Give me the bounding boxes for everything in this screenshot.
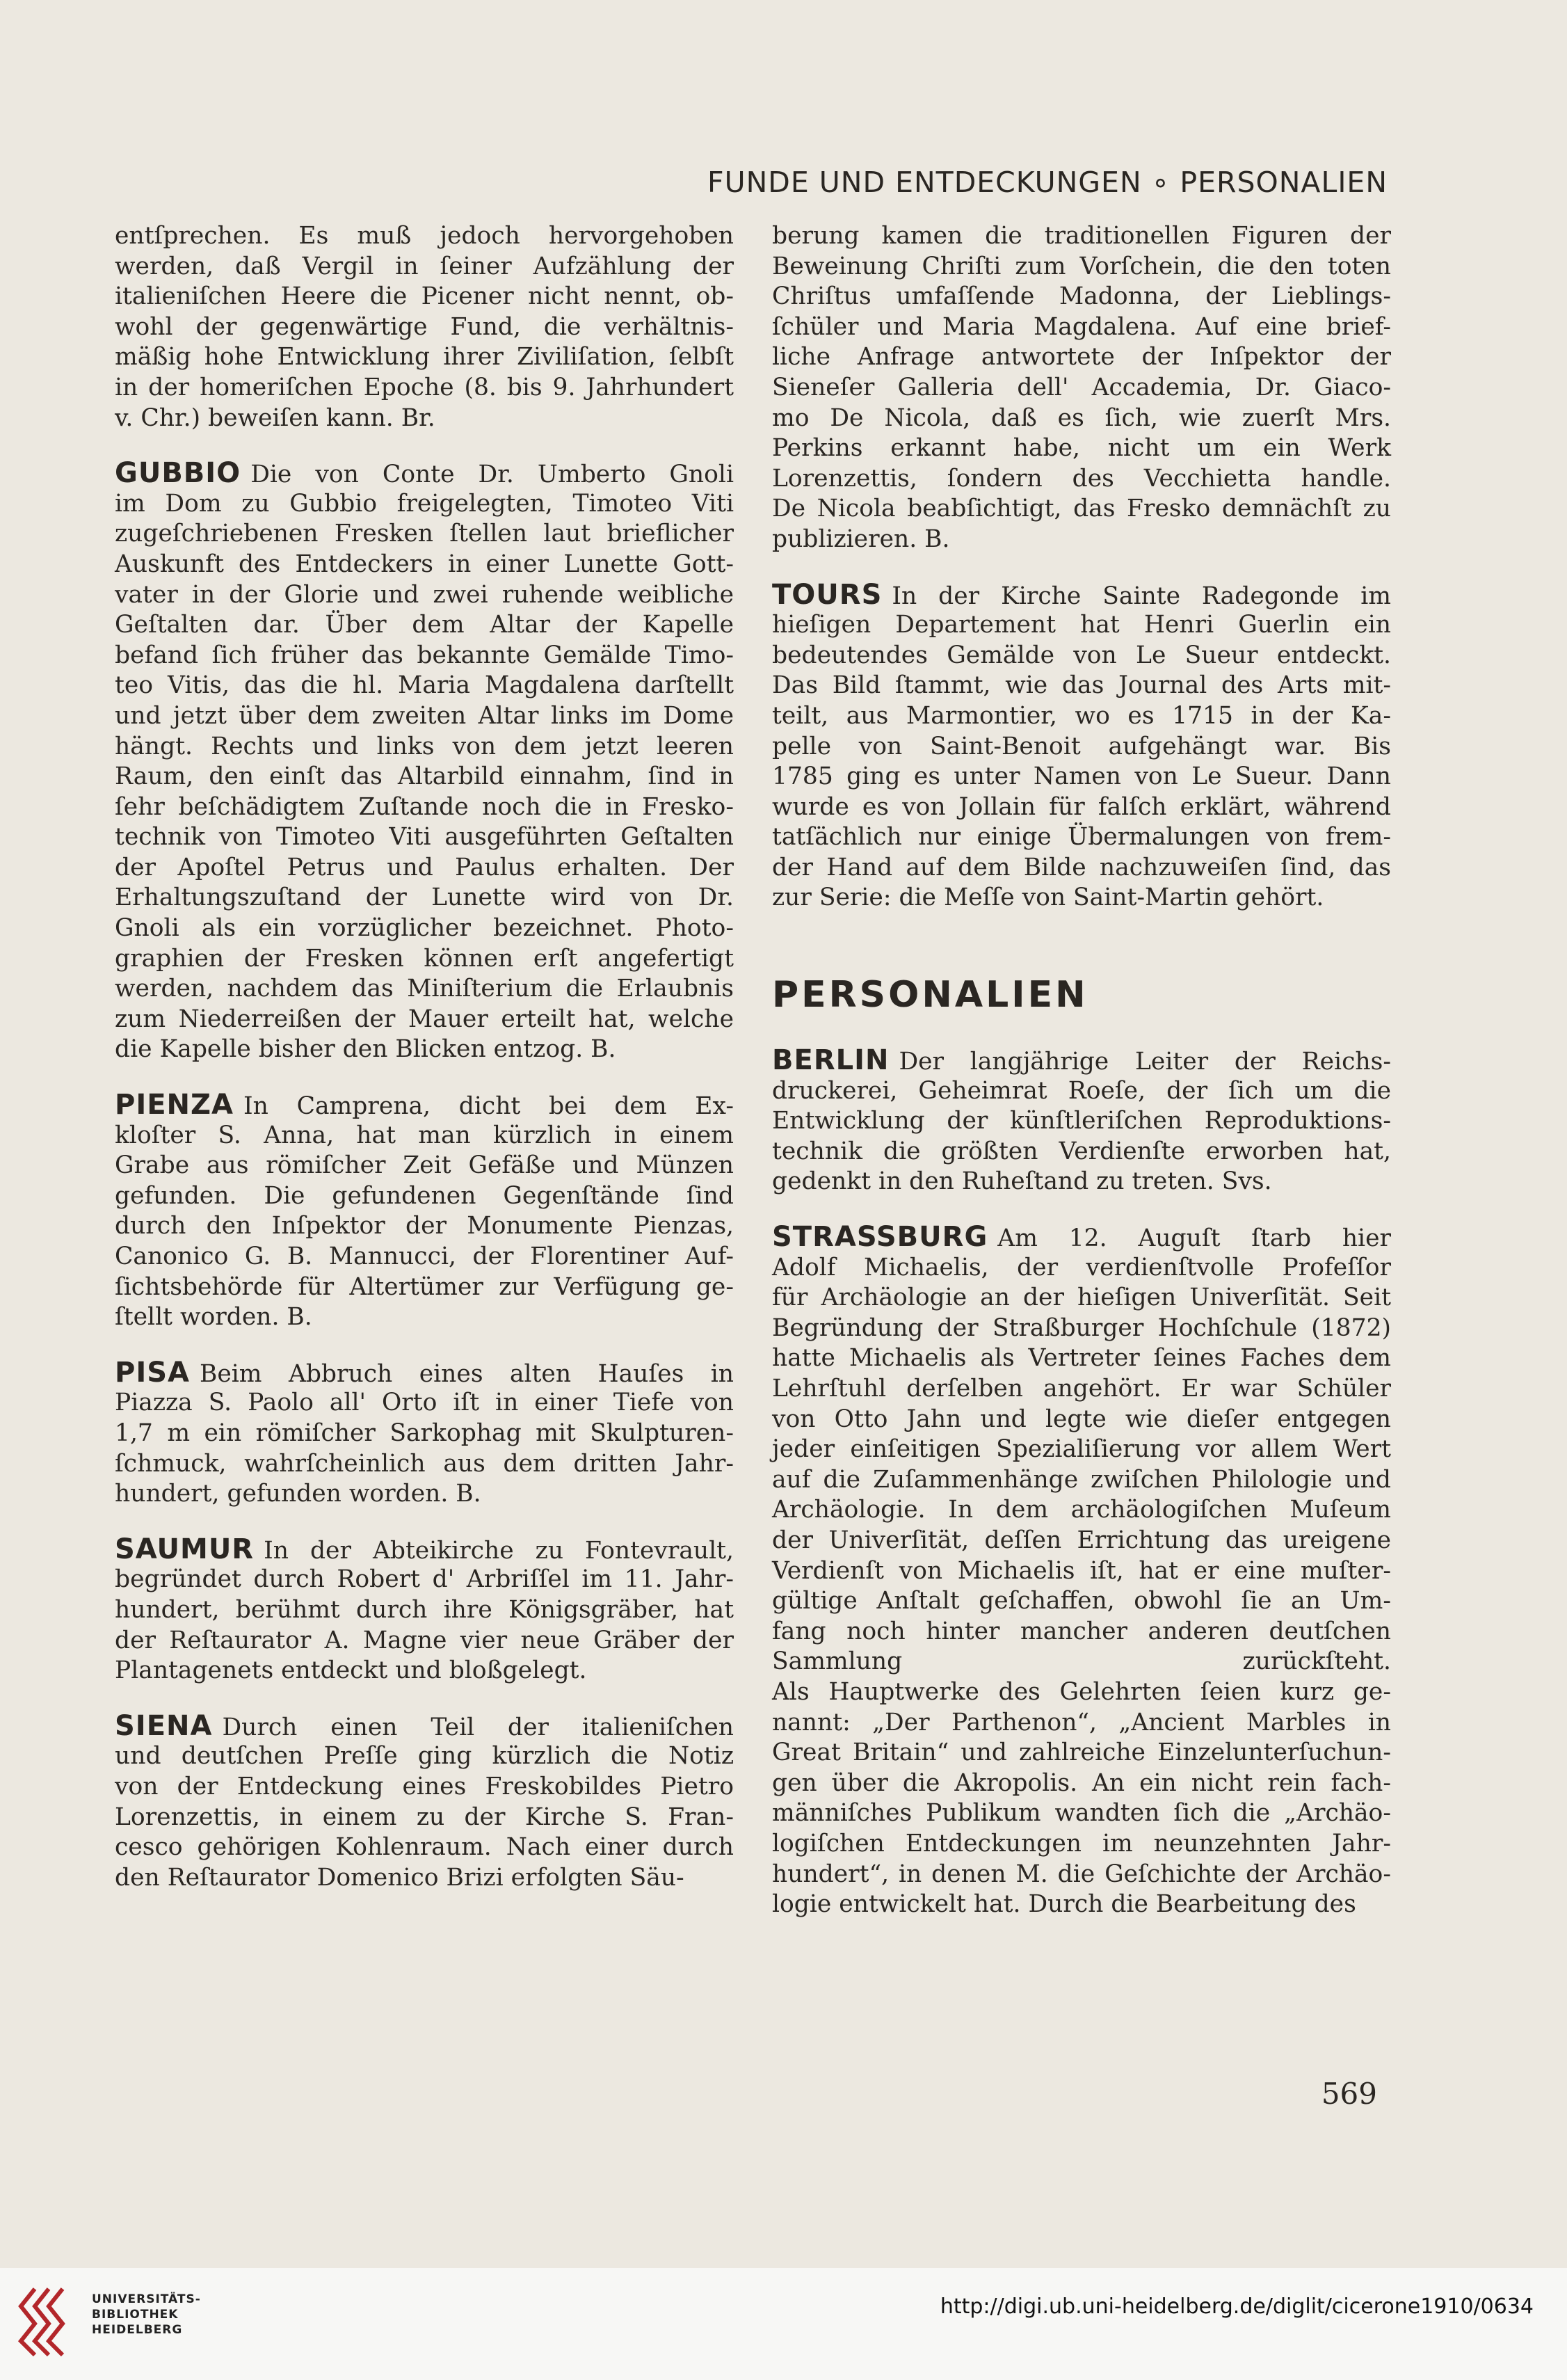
text-line [772,525,1391,555]
line-text: gefunden. Die gefundenen Gegenſtände ſind [115,1181,734,1210]
text-line [115,1211,734,1242]
text-line [115,974,734,1005]
text-line [115,1005,734,1035]
library-footer [0,2268,1567,2380]
line-text: ſtellt worden. B. [115,1303,312,1332]
text-line [772,1556,1391,1587]
text-line [772,1374,1391,1405]
text-line [772,1708,1391,1739]
text-line [772,464,1391,495]
text-line [772,1677,1391,1708]
place-heading: BERLIN [772,1044,890,1077]
line-text: Erhaltungszuſtand der Lunette wird von Dr. [115,884,734,912]
line-text: hundert“, in denen M. die Geſchichte der Archäo- [772,1860,1391,1888]
text-line [115,373,734,404]
line-text: druckerei, Geheimrat Roeſe, der ſich um die [772,1076,1391,1105]
line-text: publizieren. B. [772,525,950,553]
line-text: befand ſich früher das bekannte Gemälde Timo- [115,641,734,669]
line-text: zur Serie: die Meſſe von Saint-Martin gehört. [772,884,1324,912]
text-line [772,1222,1391,1253]
line-text: bedeutendes Gemälde von Le Sueur entdeckt. [772,641,1391,669]
line-text: cesco gehörigen Kohlenraum. Nach einer durch [115,1833,734,1862]
text-line [115,282,734,312]
line-text: hieſigen Departement hat Henri Guerlin ein [772,611,1391,639]
line-text: In der Abteikirche zu Fontevrault, [264,1536,734,1565]
line-text: der Apoſtel Petrus und Paulus erhalten. Der [115,853,734,881]
line-text: und jetzt über dem zweiten Altar links im Dome [115,701,734,730]
line-text: gültige Anſtalt geſchaffen, obwohl ſie an Um- [772,1587,1391,1615]
text-line [772,580,1391,611]
text-line [115,1772,734,1803]
text-line [772,822,1391,853]
block-gap [772,555,1391,580]
left-column [115,221,734,1893]
library-name-line: HEIDELBERG [92,2323,183,2337]
line-text: männiſches Publikum wandten ſich die „Archäo- [772,1799,1391,1828]
text-line [115,489,734,520]
line-text: jeder einſeitigen Spezialiſierung vor allem Wert [772,1435,1391,1464]
block-gap [115,433,734,458]
text-line [772,1586,1391,1617]
line-text: technik die größten Verdienſte erworben hat, [772,1137,1391,1165]
text-line [115,610,734,641]
place-heading: STRASSBURG [772,1221,988,1254]
text-line [115,1741,734,1772]
block-gap [115,1333,734,1358]
line-text: Adolf Michaelis, der verdienſtvolle Profeſſor [772,1253,1391,1281]
text-line [115,342,734,373]
line-text: Die von Conte Dr. Umberto Gnoli [250,461,734,489]
text-line [772,1798,1391,1829]
block-gap [115,1510,734,1535]
line-text: italieniſchen Heere die Picener nicht nennt, ob- [115,282,734,311]
text-line [772,1860,1391,1890]
text-line [115,792,734,823]
text-line [772,1076,1391,1107]
text-line [115,762,734,792]
line-text: gedenkt in den Ruheſtand zu treten. Svs. [772,1167,1272,1196]
line-text: den Reſtaurator Domenico Brizi erfolgten Säu- [115,1863,684,1892]
text-line [115,1035,734,1065]
place-heading: PISA [115,1356,190,1389]
text-line [115,883,734,913]
line-text: entſprechen. Es muß jedoch hervorgehoben [115,222,734,250]
line-text: Lehrſtuhl derſelben angehört. Er war Schüler [772,1375,1391,1403]
text-line [772,282,1391,312]
line-text: begründet durch Robert d' Arbriſſel im 11. Jahr- [115,1565,734,1594]
line-text: mo De Nicola, daß es ſich, wie zuerſt Mrs. [772,404,1391,432]
line-text: werden, nachdem das Miniſterium die Erlaubnis [115,975,734,1003]
line-text: berung kamen die traditionellen Figuren der [772,222,1391,250]
line-text: von Otto Jahn und legte wie dieſer entgegen [772,1405,1391,1433]
line-text: Perkins erkannt habe, nicht um ein Werk [772,434,1391,463]
line-text: technik von Timoteo Viti ausgeführten Geſtalten [115,823,734,852]
text-line [115,252,734,282]
text-line [115,1803,734,1833]
text-line [772,373,1391,404]
line-text: Lorenzettis, in einem zu der Kirche S. Fran- [115,1803,734,1831]
line-text: hundert, gefunden worden. B. [115,1480,481,1508]
line-text: ſchüler und Maria Magdalena. Auf eine brief- [772,312,1391,341]
text-line [772,404,1391,434]
line-text: Als Hauptwerke des Gelehrten ſeien kurz ge- [772,1677,1391,1706]
line-text: De Nicola beabſichtigt, das Fresko demnächſt zu [772,495,1391,523]
text-line [772,1526,1391,1556]
source-url-link[interactable]: http://digi.ub.uni-heidelberg.de/diglit/cicerone1910/0634 [940,2294,1534,2319]
text-line [115,944,734,975]
text-line [772,1768,1391,1799]
line-text: Gnoli als ein vorzüglicher bezeichnet. Photo- [115,914,734,943]
text-line [772,1405,1391,1435]
line-text: Beim Abbruch eines alten Hauſes in [199,1359,734,1388]
line-text: zugeſchriebenen Fresken ſtellen laut brieflicher [115,520,734,548]
place-heading: SIENA [115,1709,213,1742]
line-text: Sieneſer Galleria dell' Accademia, Dr. Giaco- [772,373,1391,401]
line-text: tatſächlich nur einige Übermalungen von frem- [772,823,1391,852]
text-line [115,1272,734,1303]
text-line [772,853,1391,884]
line-text: nannt: „Der Parthenon“, „Ancient Marbles in [772,1708,1391,1736]
line-text: Chriſtus umfaſſende Madonna, der Lieblings- [772,282,1391,311]
text-line [115,1419,734,1449]
line-text: liche Anfrage antwortete der Inſpektor der [772,343,1391,372]
text-line [772,494,1391,525]
text-line [772,1829,1391,1860]
line-text: wohl der gegenwärtige Fund, die verhältnis- [115,312,734,341]
place-heading: SAUMUR [115,1533,255,1565]
text-line [772,1647,1391,1677]
line-text: von der Entdeckung eines Freskobildes Pietro [115,1772,734,1800]
line-text: der Reſtaurator A. Magne vier neue Gräber der [115,1626,734,1654]
library-name [92,2292,201,2338]
line-text: logie entwickelt hat. Durch die Bearbeitung des [772,1890,1356,1919]
block-gap [772,913,1391,969]
line-text: pelle von Saint-Benoit aufgehängt war. Bis [772,732,1391,760]
line-text: Plantagenets entdeckt und bloßgelegt. [115,1656,587,1685]
line-text: teo Vitis, das die hl. Maria Magdalena darſtellt [115,671,734,700]
line-text: der Univerſität, deſſen Errichtung das ureigene [772,1526,1391,1554]
text-line [772,1890,1391,1920]
block-gap [772,1197,1391,1222]
running-head: FUNDE UND ENTDECKUNGEN ∘ PERSONALIEN [707,166,1388,199]
text-line [115,701,734,732]
line-text: Grabe aus römiſcher Zeit Gefäße und Münzen [115,1151,734,1180]
line-text: Das Bild ſtammt, wie das Journal des Arts mit- [772,671,1391,700]
line-text: vater in der Glorie und zwei ruhende weibliche [115,580,734,609]
line-text: gen über die Akropolis. An ein nicht rein fach- [772,1768,1391,1797]
text-line [115,1656,734,1686]
text-line [772,433,1391,464]
text-line [115,1449,734,1480]
line-text: ſchmuck, wahrſcheinlich aus dem dritten Jahr- [115,1449,734,1478]
text-line [115,221,734,252]
line-text: graphien der Fresken können erſt angefertigt [115,944,734,973]
text-line [772,1313,1391,1344]
text-line [772,1167,1391,1197]
line-text: und deutſchen Preſſe ging kürzlich die Notiz [115,1742,734,1771]
text-line [772,641,1391,671]
right-column [772,221,1391,1920]
text-line [772,342,1391,373]
text-line [115,732,734,762]
text-line [115,580,734,611]
line-text: kloſter S. Anna, hat man kürzlich in einem [115,1121,734,1149]
line-text: v. Chr.) beweiſen kann. Br. [115,404,435,432]
place-heading: TOURS [772,578,883,611]
line-text: Am 12. Auguſt ſtarb hier [997,1224,1391,1253]
text-line [115,1242,734,1272]
line-text: Lorenzettis, ſondern des Vecchietta handle. [772,464,1391,493]
line-text: Verdienſt von Michaelis iſt, hat er eine muſter- [772,1556,1391,1585]
text-line [772,221,1391,252]
text-line [772,1343,1391,1374]
line-text: Canonico G. B. Mannucci, der Florentiner Auf- [115,1243,734,1270]
line-text: fang noch hinter mancher anderen deutſchen [772,1617,1391,1645]
text-line [115,1151,734,1181]
line-text: für Archäologie an der hieſigen Univerſität. Seit [772,1284,1391,1312]
text-line [115,404,734,434]
line-text: zum Niederreißen der Mauer erteilt hat, welche [115,1005,734,1033]
text-line [772,1465,1391,1496]
text-line [772,1137,1391,1167]
section-title: PERSONALIEN [772,974,1088,1016]
text-line [772,1253,1391,1284]
library-logo-icon [14,2282,83,2358]
text-line [115,853,734,884]
text-line [115,913,734,944]
text-line [115,1711,734,1742]
text-line [772,1495,1391,1526]
text-line [772,252,1391,282]
line-text: Durch einen Teil der italieniſchen [222,1713,734,1741]
text-line [772,671,1391,701]
text-line [115,1626,734,1656]
text-line [115,1535,734,1565]
line-text: hundert, berühmt durch ihre Königsgräber, hat [115,1595,734,1624]
line-text: auf die Zuſammenhänge zwiſchen Philologie und [772,1465,1391,1494]
block-gap [115,1686,734,1711]
text-line [772,1617,1391,1647]
text-line [115,550,734,580]
line-text: werden, daß Vergil in ſeiner Aufzählung der [115,252,734,280]
text-line [772,1435,1391,1465]
text-line [115,1565,734,1595]
text-line [115,1302,734,1333]
line-text: ſichtsbehörde für Altertümer zur Verfügung ge- [115,1272,734,1301]
line-text: wurde es von Jollain für falſch erklärt, während [772,792,1391,821]
line-text: 1785 ging es unter Namen von Le Sueur. Dann [772,762,1391,791]
text-line [115,1181,734,1212]
line-text: Raum, den einſt das Altarbild einnahm, ſind in [115,762,734,791]
text-line [115,1358,734,1389]
line-text: Sammlung zurückſteht. [772,1647,1391,1676]
text-line [772,312,1391,343]
text-line [772,610,1391,641]
page-number: 569 [1321,2077,1377,2111]
text-line [772,732,1391,762]
line-text: in der homeriſchen Epoche (8. bis 9. Jahrhundert [115,373,734,401]
line-text: Entwicklung der künſtleriſchen Reproduktions- [772,1107,1391,1135]
text-line [115,1090,734,1121]
line-text: Beweinung Chriſti zum Vorſchein, die den toten [772,252,1391,280]
line-text: Auskunft des Entdeckers in einer Lunette Gott- [115,550,734,578]
library-name-line: UNIVERSITÄTS- [92,2292,201,2306]
line-text: im Dom zu Gubbio freigelegten, Timoteo Viti [115,489,734,518]
text-line [115,519,734,550]
text-line [115,458,734,489]
line-text: logiſchen Entdeckungen im neunzehnten Jahr- [772,1829,1391,1858]
text-line [772,1738,1391,1768]
line-text: Archäologie. In dem archäologiſchen Muſeum [772,1496,1391,1524]
line-text: Begründung der Straßburger Hochſchule (1872) [772,1313,1391,1342]
text-line [772,762,1391,792]
block-gap [772,1021,1391,1046]
text-line [772,1283,1391,1313]
line-text: durch den Inſpektor der Monumente Pienzas, [115,1212,734,1240]
line-text: die Kapelle bisher den Blicken entzog. B. [115,1035,616,1064]
line-text: hängt. Rechts und links von dem jetzt leeren [115,732,734,760]
text-line [115,822,734,853]
library-name-line: BIBLIOTHEK [92,2308,179,2322]
line-text: 1,7 m ein römiſcher Sarkophag mit Skulpturen- [115,1419,734,1447]
text-line [115,1388,734,1419]
line-text: der Hand auf dem Bilde nachzuweiſen ſind, das [772,853,1391,881]
text-line [772,1106,1391,1137]
text-line [115,1595,734,1626]
text-line [772,883,1391,913]
place-heading: GUBBIO [115,457,241,490]
text-line [115,312,734,343]
line-text: Der langjährige Leiter der Reichs- [899,1048,1391,1076]
line-text: mäßig hohe Entwicklung ihrer Ziviliſation, ſelbſt [115,343,734,372]
text-line [115,671,734,701]
text-line [772,701,1391,732]
line-text: hatte Michaelis als Vertreter ſeines Faches dem [772,1344,1391,1373]
text-line [115,1863,734,1894]
text-line [772,1046,1391,1076]
line-text: teilt, aus Marmontier, wo es 1715 in der Ka- [772,701,1391,730]
text-line [115,1479,734,1510]
text-line [772,792,1391,823]
line-text: In Camprena, dicht bei dem Ex- [243,1092,734,1121]
text-line [115,1832,734,1863]
line-text: Great Britain“ und zahlreiche Einzelunterſuchun- [772,1739,1391,1767]
line-text: In der Kirche Sainte Radegonde im [892,582,1391,610]
line-text: Geſtalten dar. Über dem Altar der Kapelle [115,611,734,639]
line-text: Piazza S. Paolo all' Orto iſt in einer Tiefe von [115,1389,734,1417]
line-text: ſehr beſchädigtem Zuſtande noch die in Fresko- [115,792,734,821]
block-gap [115,1065,734,1090]
text-line [115,641,734,671]
place-heading: PIENZA [115,1089,234,1121]
text-line [115,1121,734,1151]
